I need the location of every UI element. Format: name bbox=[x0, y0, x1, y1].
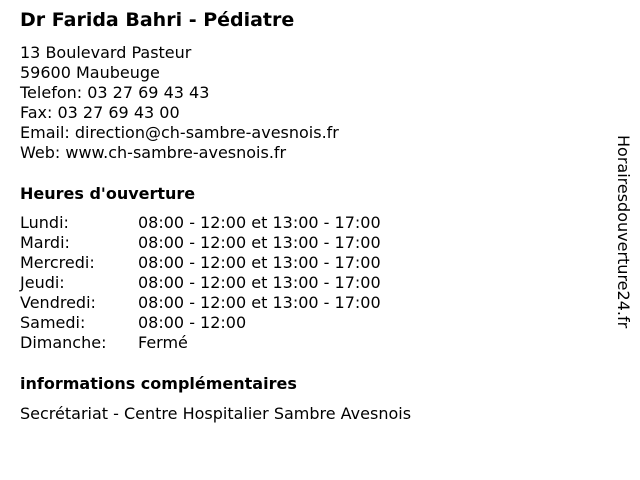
hours-row-sunday bbox=[20, 333, 381, 353]
day-label: Dimanche: bbox=[20, 333, 107, 352]
fax-number: Fax: 03 27 69 43 00 bbox=[20, 103, 180, 122]
additional-info-heading: informations complémentaires bbox=[20, 374, 297, 393]
hours-row-wednesday bbox=[20, 253, 381, 273]
contact-block bbox=[20, 43, 339, 163]
hours-row-tuesday bbox=[20, 233, 381, 253]
opening-hours-heading: Heures d'ouverture bbox=[20, 184, 196, 203]
hours-row-friday bbox=[20, 293, 381, 313]
website-url: Web: www.ch-sambre-avesnois.fr bbox=[20, 143, 287, 162]
time-range: 08:00 - 12:00 et 13:00 - 17:00 bbox=[138, 273, 381, 292]
hours-row-monday bbox=[20, 213, 381, 233]
hours-row-saturday bbox=[20, 313, 381, 333]
day-label: Lundi: bbox=[20, 213, 69, 232]
opening-hours-table bbox=[20, 213, 381, 353]
email-address: Email: direction@ch-sambre-avesnois.fr bbox=[20, 123, 339, 142]
day-label: Mercredi: bbox=[20, 253, 95, 272]
page-title: Dr Farida Bahri - Pédiatre bbox=[20, 9, 295, 31]
time-range: 08:00 - 12:00 bbox=[138, 313, 247, 332]
time-range: 08:00 - 12:00 et 13:00 - 17:00 bbox=[138, 233, 381, 252]
address-street: 13 Boulevard Pasteur bbox=[20, 43, 192, 62]
brand-watermark: Horairesdouverture24.fr bbox=[614, 135, 633, 329]
day-label: Samedi: bbox=[20, 313, 86, 332]
day-label: Mardi: bbox=[20, 233, 70, 252]
address-city: 59600 Maubeuge bbox=[20, 63, 160, 82]
time-range: 08:00 - 12:00 et 13:00 - 17:00 bbox=[138, 213, 381, 232]
additional-info-text: Secrétariat - Centre Hospitalier Sambre Avesnois bbox=[20, 404, 412, 423]
day-label: Jeudi: bbox=[20, 273, 65, 292]
phone-number: Telefon: 03 27 69 43 43 bbox=[20, 83, 210, 102]
hours-row-thursday bbox=[20, 273, 381, 293]
time-range: 08:00 - 12:00 et 13:00 - 17:00 bbox=[138, 293, 381, 312]
time-range: Fermé bbox=[138, 333, 188, 352]
day-label: Vendredi: bbox=[20, 293, 96, 312]
time-range: 08:00 - 12:00 et 13:00 - 17:00 bbox=[138, 253, 381, 272]
